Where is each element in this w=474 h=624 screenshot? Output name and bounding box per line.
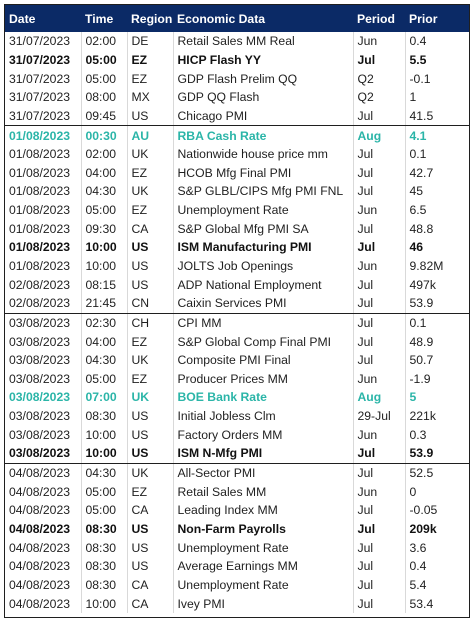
table-row [5,238,470,257]
cell-prior: 5.4 [409,577,427,592]
cell-time: 08:30 [81,520,127,539]
cell-date: 04/08/2023 [5,520,81,539]
cell-economic-data: Caixin Services PMI [173,294,353,313]
cell-region: UK [127,351,173,370]
cell-prior: 497k [409,277,436,292]
table-row [5,576,470,595]
cell-period: Jul [353,444,405,463]
table-row [5,594,470,613]
cell-time: 10:00 [81,238,127,257]
cell-period: Jul [353,332,405,351]
table-row [5,163,470,182]
cell-date: 03/08/2023 [5,332,81,351]
cell-prior: 0 [409,484,417,499]
economic-calendar-table-frame [4,4,470,618]
cell-economic-data: Unemployment Rate [173,576,353,595]
cell-period: Jun [353,482,405,501]
cell-period: Jul [353,238,405,257]
cell-time: 05:00 [81,51,127,70]
cell-economic-data: ISM N-Mfg PMI [173,444,353,463]
cell-date: 01/08/2023 [5,163,81,182]
table-row [5,370,470,389]
table-row [5,501,470,520]
cell-economic-data: Retail Sales MM Real [173,32,353,51]
cell-economic-data: Non-Farm Payrolls [173,520,353,539]
cell-period: Jul [353,163,405,182]
cell-date: 04/08/2023 [5,538,81,557]
cell-date: 03/08/2023 [5,313,81,332]
cell-date: 31/07/2023 [5,32,81,51]
cell-economic-data: Unemployment Rate [173,201,353,220]
cell-region: UK [127,463,173,482]
cell-date: 04/08/2023 [5,501,81,520]
cell-economic-data: Leading Index MM [173,501,353,520]
cell-date: 04/08/2023 [5,576,81,595]
column-header-period: Period [353,5,405,32]
cell-period: Jun [353,201,405,220]
cell-period: Jun [353,370,405,389]
cell-prior: 41.5 [405,107,470,126]
cell-economic-data: ADP National Employment [173,275,353,294]
cell-economic-data: Average Earnings MM [173,557,353,576]
header-row [5,5,470,32]
cell-economic-data: HICP Flash YY [173,51,353,70]
cell-date: 02/08/2023 [5,275,81,294]
cell-date: 01/08/2023 [5,145,81,164]
table-row [5,88,470,107]
cell-time: 02:00 [81,145,127,164]
cell-date: 03/08/2023 [5,388,81,407]
cell-time: 04:30 [81,351,127,370]
cell-time: 09:30 [81,219,127,238]
cell-date: 01/08/2023 [5,219,81,238]
cell-period: Q2 [353,69,405,88]
cell-date: 03/08/2023 [5,407,81,426]
cell-economic-data: S&P Global Comp Final PMI [173,332,353,351]
cell-period: 29-Jul [353,407,405,426]
cell-period: Jul [353,351,405,370]
table-row [5,388,470,407]
table-row [5,351,470,370]
cell-time: 05:00 [81,501,127,520]
cell-region: EZ [127,201,173,220]
cell-date: 03/08/2023 [5,444,81,463]
cell-time: 09:45 [81,107,127,126]
cell-economic-data: Initial Jobless Clm [173,407,353,426]
table-row [5,313,470,332]
cell-region: EZ [127,370,173,389]
cell-time: 08:30 [81,576,127,595]
cell-economic-data: RBA Cash Rate [173,126,353,145]
cell-period: Jul [353,107,405,126]
cell-date: 04/08/2023 [5,594,81,613]
cell-prior: 52.5 [409,466,434,481]
cell-region: CA [127,576,173,595]
cell-prior: 53.9 [405,294,470,313]
cell-prior: 6.5 [409,203,427,218]
cell-date: 01/08/2023 [5,238,81,257]
cell-date: 01/08/2023 [5,201,81,220]
column-header-prior: Prior [405,5,470,32]
cell-time: 21:45 [81,294,127,313]
cell-date: 01/08/2023 [5,126,81,145]
cell-region: MX [127,88,173,107]
cell-period: Jul [353,182,405,201]
cell-region: EZ [127,482,173,501]
cell-region: CN [127,294,173,313]
cell-prior: 1 [409,90,417,105]
cell-economic-data: CPI MM [173,313,353,332]
table-row [5,182,470,201]
cell-economic-data: Factory Orders MM [173,425,353,444]
cell-period: Jul [353,520,405,539]
cell-prior: 0.4 [409,559,427,574]
cell-prior: 45 [409,184,424,199]
cell-economic-data: S&P Global Mfg PMI SA [173,219,353,238]
cell-region: DE [127,32,173,51]
cell-time: 10:00 [81,444,127,463]
cell-period: Jul [353,557,405,576]
cell-time: 08:30 [81,538,127,557]
cell-time: 10:00 [81,257,127,276]
cell-region: US [127,407,173,426]
cell-prior: 53.4 [409,596,434,611]
cell-prior: 5 [409,390,417,405]
economic-calendar-table [5,5,470,613]
cell-economic-data: ISM Manufacturing PMI [173,238,353,257]
table-row [5,557,470,576]
cell-period: Jul [353,145,405,164]
cell-region: US [127,520,173,539]
cell-period: Jul [353,275,405,294]
cell-prior: 46 [409,240,424,255]
cell-date: 03/08/2023 [5,351,81,370]
table-row [5,332,470,351]
table-header [5,5,470,32]
cell-time: 08:00 [81,88,127,107]
cell-region: US [127,557,173,576]
table-row [5,463,470,482]
table-row [5,145,470,164]
cell-period: Jul [353,576,405,595]
cell-time: 07:00 [81,388,127,407]
cell-date: 31/07/2023 [5,51,81,70]
cell-date: 03/08/2023 [5,425,81,444]
table-row [5,107,470,126]
cell-prior: 5.5 [409,52,427,67]
table-row [5,275,470,294]
table-row [5,219,470,238]
cell-period: Jul [353,313,405,332]
cell-prior: 42.7 [409,165,434,180]
cell-date: 04/08/2023 [5,482,81,501]
cell-prior: 209k [409,521,437,536]
cell-time: 08:30 [81,407,127,426]
column-header-economic-data: Economic Data [173,5,353,32]
cell-date: 01/08/2023 [5,257,81,276]
cell-prior: 0.1 [409,147,427,162]
cell-region: UK [127,388,173,407]
cell-economic-data: Producer Prices MM [173,370,353,389]
table-row [5,444,470,463]
cell-economic-data: Chicago PMI [173,107,353,126]
cell-region: US [127,538,173,557]
cell-prior: 221k [409,409,436,424]
cell-time: 05:00 [81,482,127,501]
cell-prior: 3.6 [409,540,427,555]
cell-time: 10:00 [81,594,127,613]
cell-period: Q2 [353,88,405,107]
cell-time: 10:00 [81,425,127,444]
cell-region: US [127,257,173,276]
table-row [5,126,470,145]
cell-prior: -0.05 [409,503,438,518]
cell-region: CA [127,219,173,238]
cell-time: 02:30 [81,313,127,332]
cell-period: Jul [353,51,405,70]
cell-region: US [127,238,173,257]
cell-region: EZ [127,332,173,351]
table-row [5,32,470,51]
cell-date: 31/07/2023 [5,69,81,88]
cell-date: 31/07/2023 [5,107,81,126]
cell-region: US [127,107,173,126]
cell-time: 04:00 [81,332,127,351]
cell-period: Jun [353,32,405,51]
table-row [5,538,470,557]
cell-prior: 0.1 [409,315,427,330]
cell-region: EZ [127,69,173,88]
table-body [5,32,470,613]
cell-region: US [127,425,173,444]
cell-date: 03/08/2023 [5,370,81,389]
cell-prior: -0.1 [409,71,431,86]
table-row [5,520,470,539]
cell-period: Aug [353,126,405,145]
cell-region: CA [127,594,173,613]
cell-period: Jun [353,257,405,276]
cell-prior: 48.8 [409,221,434,236]
cell-period: Jul [353,538,405,557]
table-row [5,69,470,88]
cell-prior: 9.82M [409,259,444,273]
cell-region: US [127,275,173,294]
cell-economic-data: All-Sector PMI [173,463,353,482]
cell-time: 05:00 [81,370,127,389]
cell-time: 08:30 [81,557,127,576]
cell-date: 02/08/2023 [5,294,81,313]
table-row [5,425,470,444]
cell-economic-data: Nationwide house price mm [173,145,353,164]
cell-prior: -1.9 [409,371,431,386]
cell-period: Aug [353,388,405,407]
cell-prior: 48.9 [409,334,434,349]
cell-region: US [127,444,173,463]
cell-economic-data: GDP Flash Prelim QQ [173,69,353,88]
cell-region: UK [127,145,173,164]
cell-region: CH [127,313,173,332]
cell-economic-data: S&P GLBL/CIPS Mfg PMI FNL [173,182,353,201]
cell-region: EZ [127,163,173,182]
cell-period: Jul [353,219,405,238]
cell-economic-data: Retail Sales MM [173,482,353,501]
cell-period: Jun [353,425,405,444]
cell-date: 31/07/2023 [5,88,81,107]
column-header-date: Date [5,5,81,32]
cell-time: 05:00 [81,201,127,220]
cell-economic-data: Ivey PMI [173,594,353,613]
table-row [5,407,470,426]
cell-prior: 50.7 [409,353,434,368]
cell-time: 08:15 [81,275,127,294]
cell-economic-data: Unemployment Rate [173,538,353,557]
cell-region: EZ [127,51,173,70]
cell-period: Jul [353,463,405,482]
cell-economic-data: HCOB Mfg Final PMI [173,163,353,182]
cell-prior: 53.9 [405,444,470,463]
cell-period: Jul [353,501,405,520]
cell-date: 01/08/2023 [5,182,81,201]
cell-region: CA [127,501,173,520]
cell-period: Jul [353,594,405,613]
cell-time: 00:30 [81,126,127,145]
column-header-time: Time [81,5,127,32]
table-row [5,51,470,70]
cell-time: 04:30 [81,463,127,482]
cell-prior: 4.1 [409,128,427,143]
cell-time: 05:00 [81,69,127,88]
table-row [5,201,470,220]
column-header-region: Region [127,5,173,32]
cell-economic-data: Composite PMI Final [173,351,353,370]
cell-time: 04:30 [81,182,127,201]
cell-period: Jul [353,294,405,313]
cell-prior: 0.3 [409,427,427,442]
cell-economic-data: JOLTS Job Openings [173,257,353,276]
cell-time: 02:00 [81,32,127,51]
table-row [5,294,470,313]
cell-region: AU [127,126,173,145]
cell-economic-data: GDP QQ Flash [173,88,353,107]
cell-prior: 0.4 [409,34,427,49]
cell-date: 04/08/2023 [5,557,81,576]
cell-region: UK [127,182,173,201]
cell-date: 04/08/2023 [5,463,81,482]
cell-time: 04:00 [81,163,127,182]
table-row [5,482,470,501]
table-row [5,257,470,276]
cell-economic-data: BOE Bank Rate [173,388,353,407]
